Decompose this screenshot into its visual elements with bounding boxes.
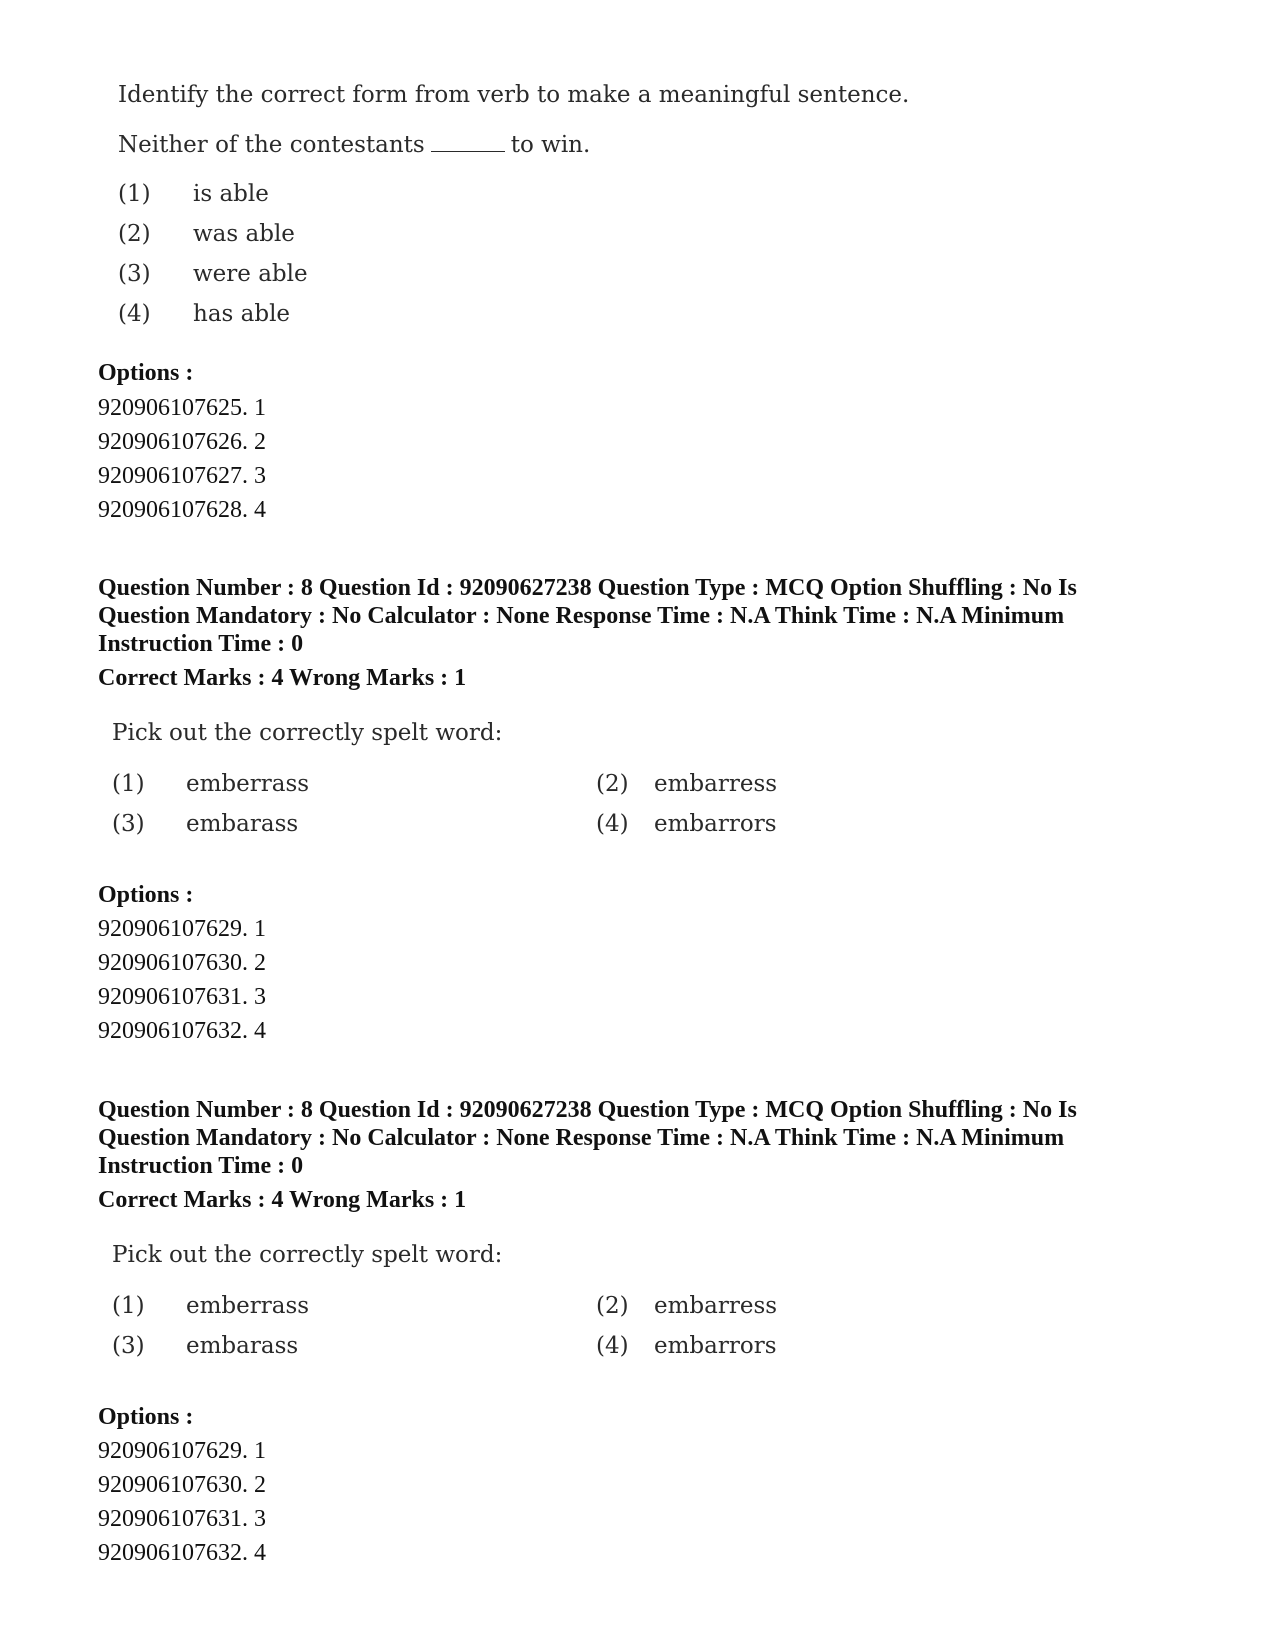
option-id: 920906107629. 1 [98, 1438, 266, 1464]
choice-number: (1) [112, 771, 145, 797]
question-meta-line: Question Number : 8 Question Id : 92090627238 Question Type : MCQ Option Shuffling : No Is [98, 1097, 1077, 1123]
choice-number: (2) [596, 771, 629, 797]
choice-number: (1) [112, 1293, 145, 1319]
choice-text: emberrass [186, 1293, 310, 1319]
question-meta-line: Question Number : 8 Question Id : 92090627238 Question Type : MCQ Option Shuffling : No Is [98, 575, 1077, 601]
option-id: 920906107627. 3 [98, 463, 266, 489]
choice-number: (2) [596, 1293, 629, 1319]
choice-text: embarrors [654, 1333, 777, 1359]
question-prompt: Pick out the correctly spelt word: [112, 720, 503, 746]
choice-text: has able [193, 301, 291, 327]
choice-text: embarrors [654, 811, 777, 837]
option-id: 920906107625. 1 [98, 395, 266, 421]
sentence-before: Neither of the contestants [118, 132, 425, 158]
choice-number: (3) [112, 1333, 145, 1359]
option-id: 920906107629. 1 [98, 916, 266, 942]
choice-number: (4) [596, 1333, 629, 1359]
option-id: 920906107628. 4 [98, 497, 266, 523]
choice-text: is able [193, 181, 269, 207]
options-label: Options : [98, 360, 194, 386]
choice-number: (4) [118, 301, 151, 327]
choice-text: was able [193, 221, 295, 247]
marks-line: Correct Marks : 4 Wrong Marks : 1 [98, 665, 467, 691]
choice-number: (3) [112, 811, 145, 837]
choice-number: (2) [118, 221, 151, 247]
choice-text: embarass [186, 811, 299, 837]
question-meta-line: Instruction Time : 0 [98, 631, 304, 657]
question-prompt: Pick out the correctly spelt word: [112, 1242, 503, 1268]
question-instruction: Identify the correct form from verb to make a meaningful sentence. [118, 82, 910, 108]
option-id: 920906107632. 4 [98, 1540, 266, 1566]
choice-text: embarress [654, 1293, 778, 1319]
question-meta-line: Question Mandatory : No Calculator : None Response Time : N.A Think Time : N.A Minimum [98, 1125, 1065, 1151]
question-meta-line: Instruction Time : 0 [98, 1153, 304, 1179]
choice-text: embarass [186, 1333, 299, 1359]
option-id: 920906107626. 2 [98, 429, 266, 455]
answer-blank [431, 133, 505, 152]
choice-number: (1) [118, 181, 151, 207]
choice-text: were able [193, 261, 308, 287]
options-label: Options : [98, 882, 194, 908]
choice-text: emberrass [186, 771, 310, 797]
question-sentence [118, 132, 590, 158]
question-meta-line: Question Mandatory : No Calculator : None Response Time : N.A Think Time : N.A Minimum [98, 603, 1065, 629]
marks-line: Correct Marks : 4 Wrong Marks : 1 [98, 1187, 467, 1213]
option-id: 920906107630. 2 [98, 1472, 266, 1498]
option-id: 920906107632. 4 [98, 1018, 266, 1044]
choice-text: embarress [654, 771, 778, 797]
choice-number: (4) [596, 811, 629, 837]
option-id: 920906107631. 3 [98, 984, 266, 1010]
choice-number: (3) [118, 261, 151, 287]
option-id: 920906107631. 3 [98, 1506, 266, 1532]
option-id: 920906107630. 2 [98, 950, 266, 976]
options-label: Options : [98, 1404, 194, 1430]
sentence-after: to win. [510, 132, 591, 158]
